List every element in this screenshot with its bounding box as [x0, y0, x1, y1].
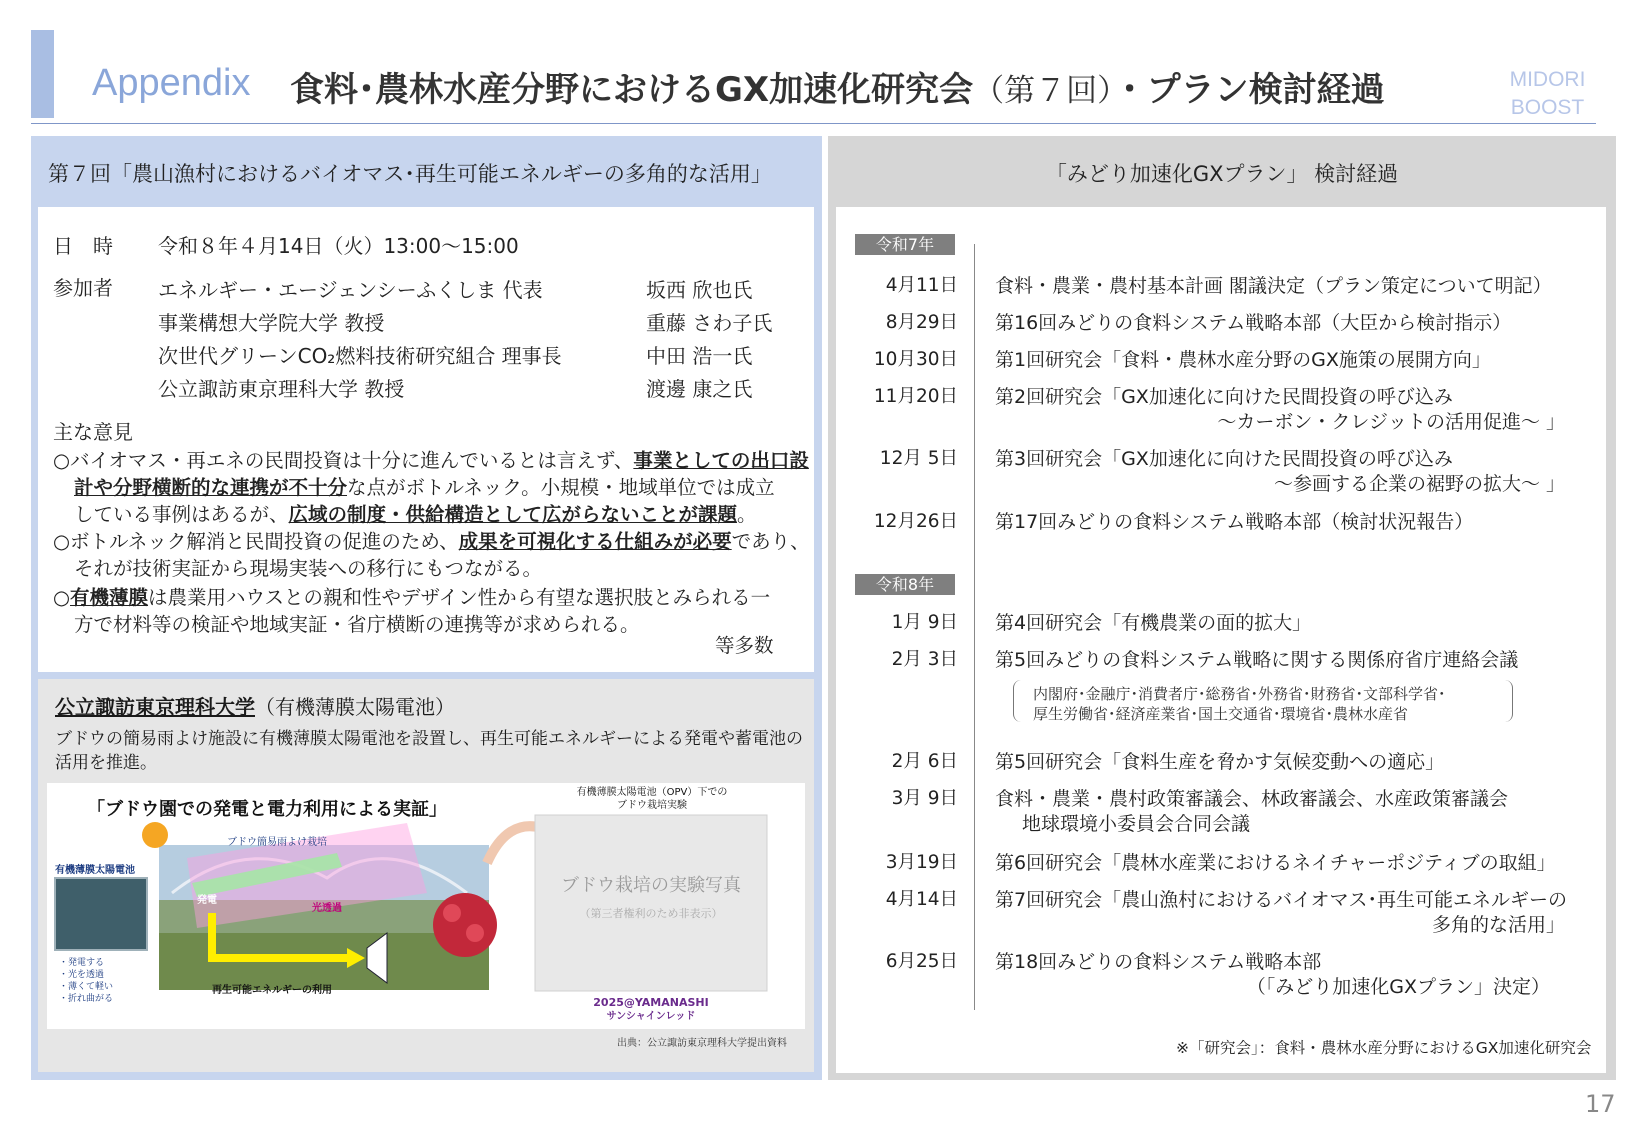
event-text-cont: ～カーボン・クレジットの活用促進～ 」: [1217, 411, 1565, 433]
opinion-3-line2: 方で材料等の検証や地域実証・省庁横断の連携等が求められる。: [74, 613, 640, 636]
grape-highlight: [466, 924, 484, 942]
fig-brand-1: 2025@YAMANASHI: [593, 996, 709, 1009]
participant-name: 重藤 さわ子氏: [646, 311, 773, 335]
event-date: 12月26日: [873, 511, 958, 532]
fig-opv-note-1: 有機薄膜太陽電池（OPV）下での: [576, 787, 728, 798]
opinion-2-line1: ○ボトルネック解消と民間投資の促進のため、成果を可視化する仕組みが必要であり、: [53, 530, 810, 553]
event-text: 第7回研究会「農山漁村におけるバイオマス･再生可能エネルギーの: [995, 889, 1568, 911]
participant-name: 中田 浩一氏: [646, 344, 753, 368]
event-text-cont: 地球環境小委員会合同会議: [1022, 813, 1251, 835]
figure-source: 出典：公立諏訪東京理科大学提出資料: [617, 1038, 787, 1049]
event-text: 第5回みどりの食料システム戦略に関する関係府省庁連絡会議: [995, 649, 1519, 671]
case-study-figure: [47, 783, 805, 1029]
fig-opv-note-2: ブドウ栽培実験: [617, 800, 687, 811]
page-number: 17: [1585, 1090, 1616, 1118]
fig-light-label: 光透過: [312, 903, 342, 914]
event-text: 第1回研究会「食料・農林水産分野のGX施策の展開方向」: [995, 349, 1491, 371]
left-panel-heading: 第７回「農山漁村におけるバイオマス･再生可能エネルギーの多角的な活用」: [48, 162, 772, 186]
event-date: 6月25日: [885, 951, 958, 972]
header-divider: [31, 123, 1596, 124]
fig-feature: ・発電する: [59, 958, 105, 968]
fig-brand-2: サンシャインレッド: [606, 1011, 696, 1022]
fig-feature: ・折れ曲がる: [59, 994, 114, 1004]
event-text: 第16回みどりの食料システム戦略本部（大臣から検討指示）: [995, 312, 1512, 334]
page-title-main: 食料･農林水産分野におけるGX加速化研究会: [290, 70, 974, 110]
timeline-box: [836, 207, 1606, 1073]
date-value: 令和８年４月14日（火）13:00～15:00: [158, 234, 519, 258]
opinions-label: 主な意見: [53, 420, 133, 444]
participant-org: 次世代グリーンCO₂燃料技術研究組合 理事長: [158, 344, 562, 368]
fig-feature: ・光を透過: [59, 970, 105, 980]
grape-highlight: [443, 904, 461, 922]
participant-org: 公立諏訪東京理科大学 教授: [158, 377, 405, 401]
event-text: 第4回研究会「有機農業の面的拡大」: [995, 612, 1312, 634]
timeline-line: [974, 244, 975, 1010]
event-text: 第3回研究会「GX加速化に向けた民間投資の呼び込み: [995, 448, 1453, 470]
fig-feature: ・薄くて軽い: [59, 982, 114, 992]
page-title: [290, 62, 1385, 111]
ministries-line2: 厚生労働省･経済産業省･国土交通省･環境省･農林水産省: [1033, 705, 1409, 723]
date-label: 日 時: [53, 234, 113, 258]
page-title-tail: ・プラン検討経過: [1112, 70, 1385, 110]
opinion-1-line1: ○バイオマス・再エネの民間投資は十分に進んでいるとは言えず、事業としての出口設: [53, 449, 809, 472]
case-study-title: 公立諏訪東京理科大学（有機薄膜太陽電池）: [55, 695, 455, 719]
figure-diagram: [47, 783, 805, 1029]
fig-roof-label: ブドウ簡易雨よけ栽培: [227, 837, 327, 848]
figure-title: 「ブドウ園での発電と電力利用による実証」: [87, 799, 447, 820]
event-date: 11月20日: [873, 386, 958, 407]
event-text-cont: 多角的な活用」: [1431, 914, 1565, 936]
event-date: 2月 3日: [891, 649, 958, 670]
photo-placeholder: [535, 815, 767, 991]
event-date: 8月29日: [885, 312, 958, 333]
curved-arrow: [487, 826, 542, 863]
event-text: 第18回みどりの食料システム戦略本部: [995, 951, 1322, 973]
photo-placeholder-title: ブドウ栽培の実験写真: [561, 875, 741, 896]
event-date: 3月19日: [885, 852, 958, 873]
fig-use-label: 再生可能エネルギーの利用: [212, 985, 332, 996]
event-text: 第2回研究会「GX加速化に向けた民間投資の呼び込み: [995, 386, 1453, 408]
brand-logo: [1495, 66, 1600, 122]
participant-org: 事業構想大学院大学 教授: [158, 311, 385, 335]
event-date: 2月 6日: [891, 751, 958, 772]
opinion-1-line2: 計や分野横断的な連携が不十分な点がボトルネック。小規模・地域単位では成立: [74, 476, 775, 499]
event-date: 3月 9日: [891, 788, 958, 809]
era-badge-r8: 令和8年: [855, 574, 955, 595]
grapes-image: [433, 893, 497, 957]
event-text: 食料・農業・農村基本計画 閣議決定（プラン策定について明記）: [995, 275, 1552, 297]
participants-label: 参加者: [53, 276, 113, 300]
event-text: 食料・農業・農村政策審議会、林政審議会、水産政策審議会: [995, 788, 1509, 810]
brand-line1: MIDORI: [1509, 68, 1586, 91]
opinions-more: 等多数: [715, 634, 774, 657]
event-date: 1月 9日: [891, 612, 958, 633]
sun-icon: [142, 822, 168, 848]
header-accent-bar: [31, 30, 54, 118]
opinion-2-line2: それが技術実証から現場実装への移行にもつながる。: [74, 557, 543, 580]
page-title-session: （第７回）: [973, 73, 1113, 109]
event-text: 第17回みどりの食料システム戦略本部（検討状況報告）: [995, 511, 1474, 533]
opinion-1-line3: している事例はあるが、広域の制度・供給構造として広がらないことが課題。: [74, 503, 757, 526]
participant-org: エネルギー・エージェンシーふくしま 代表: [158, 278, 543, 302]
event-text-cont: ～参画する企業の裾野の拡大～ 」: [1273, 473, 1565, 495]
appendix-label: Appendix: [92, 62, 251, 104]
ministries-line1: 内閣府･金融庁･消費者庁･総務省･外務省･財務省･文部科学省･: [1033, 685, 1446, 703]
era-badge-r7: 令和7年: [855, 234, 955, 255]
event-text: 第5回研究会「食料生産を脅かす気候変動への適応」: [995, 751, 1445, 773]
event-date: 10月30日: [873, 349, 958, 370]
fig-panel-label: 有機薄膜太陽電池: [55, 865, 135, 876]
brand-line2: BOOST: [1510, 96, 1585, 119]
photo-placeholder-note: （第三者権利のため非表示）: [579, 907, 723, 920]
participant-name: 渡邊 康之氏: [646, 377, 753, 401]
opinion-3-line1: ○有機薄膜は農業用ハウスとの親和性やデザイン性から有望な選択肢とみられる一: [53, 586, 771, 609]
footnote: ※「研究会」：食料・農林水産分野におけるGX加速化研究会: [1176, 1039, 1592, 1057]
fig-gen-label: 発電: [197, 895, 217, 906]
case-study-description: ブドウの簡易雨よけ施設に有機薄膜太陽電池を設置し、再生可能エネルギーによる発電や蓄電池の活用を推進。: [55, 729, 803, 773]
event-date: 4月14日: [885, 889, 958, 910]
participant-name: 坂西 欣也氏: [646, 278, 753, 302]
opv-panel-image: [55, 878, 147, 950]
event-date: 4月11日: [885, 275, 958, 296]
event-text: 第6回研究会「農林水産業におけるネイチャーポジティブの取組」: [995, 852, 1556, 874]
right-panel-heading: 「みどり加速化GXプラン」 検討経過: [1045, 162, 1399, 186]
event-text-cont: （「みどり加速化GXプラン」決定）: [1246, 976, 1550, 998]
event-date: 12月 5日: [879, 448, 958, 469]
